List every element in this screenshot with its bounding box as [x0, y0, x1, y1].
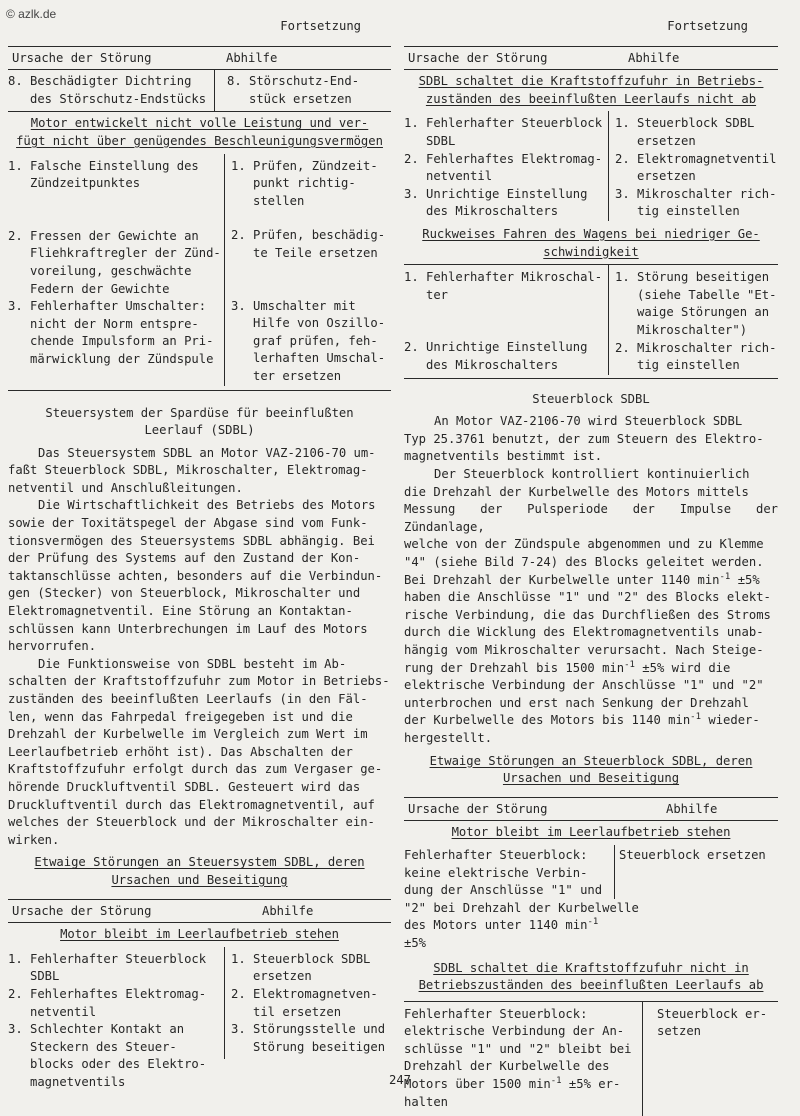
remedy-header: Abhilfe [226, 50, 278, 65]
list-item: 1. Fehlerhafter Mikroschal- ter [404, 270, 603, 302]
cause-line: 8. Beschädigter Dichtring [8, 74, 192, 89]
paragraph: Das Steuersystem SDBL an Motor VAZ-2106-70 um- faßt Steuerblock SDBL, Mikroschalter, Elektromag- netventil und Anschlußleitungen. [8, 445, 376, 495]
table-header [8, 47, 391, 70]
section-heading: Steuerblock SDBL [532, 391, 650, 406]
list-item: 1. Störung beseitigen (siehe Tabelle "Et- waige Störungen an Mikroschalter") [615, 270, 777, 337]
table-header [404, 798, 778, 821]
list-item: 2. Fressen der Gewichte an Fliehkraftregler der Zünd- voreilung, geschwächte Federn der Gewichte [8, 228, 221, 296]
section-title: Ruckweises Fahren des Wagens bei niedriger Ge- schwindigkeit [422, 226, 760, 259]
cause-header: Ursache der Störung [12, 903, 152, 918]
list-item: 1. Steuerblock SDBL ersetzen [231, 951, 371, 984]
section-title: SDBL schaltet die Kraftstoffzufuhr nicht in Betriebszuständen des beeinflußten Leerlaufs ab [418, 960, 764, 993]
remedy-line: 8. Störschutz-End- [227, 74, 360, 89]
list-item: 3. Fehlerhafter Umschalter: nicht der Norm entspre- chende Impulsform an Pri- märwicklung der Zündspule [8, 299, 214, 366]
list-item: 2. Fehlerhaftes Elektromag- netventil [404, 151, 603, 184]
fault-table-ignition [8, 46, 391, 391]
list-item: 2. Unrichtige Einstellung des Mikroschalters [404, 340, 588, 372]
list-item: 3. Störungsstelle und Störung beseitigen [231, 1022, 386, 1054]
paragraph: Die Wirtschaftlichkeit des Betriebs des Motors sowie der Toxitätspegel der Abgase sind vom Funk- tionsvermögen des Steuersystems SDBL abhängig. Bei der Prüfung des Systems auf den Zustand der Kon- taktanschlüsse achten, besonders auf die Verbindun- gen (Stecker) von Steuerblock, Mikroschalter und Elektromagnetventil. Eine Störung an Kontaktan- schlüssen kann Unterbrechungen im Lauf des Motors hervorrufen. [8, 498, 383, 654]
list-item: 3. Schlechter Kontakt an Steckern des Steuer- blocks oder des Elektro- magnetventils [8, 1022, 207, 1089]
section-title: Motor entwickelt nicht volle Leistung und ver- fügt nicht über genügendes Beschleunigungsvermögen [16, 116, 383, 148]
fault-table-control-unit [404, 797, 778, 1116]
table-body [404, 111, 778, 221]
list-item: 3. Unrichtige Einstellung des Mikroschalters [404, 186, 588, 219]
paragraph: Die Funktionsweise von SDBL besteht im Ab- schalten der Kraftstoffzufuhr zum Motor in Betriebs- zuständen des beeinflußten Leerlaufs (in den Fäl- len, wenn das Fahrpedal freigegeben ist und die Drehzahl der Kurbelwelle im Vergleich zum Wert im Leerlaufbetrieb erhöht ist). Das Abschalten der Kraftstoffzufuhr erfolgt durch das zum Vergaser ge- hörende Druckluftventil SDBL. Gesteuert wird das Druckluftventil durch das Elektromagnetventil, auf welches der Steuerblock und der Mikroschalter ein- wirken. [8, 656, 390, 847]
list-item: 3. Mikroschalter rich- tig einstellen [615, 186, 777, 219]
list-item: 1. Prüfen, Zündzeit- punkt richtig- stellen [231, 158, 378, 208]
list-item: 2. Prüfen, beschädig- te Teile ersetzen [231, 228, 386, 260]
list-item: 1. Fehlerhafter Steuerblock SDBL [404, 116, 603, 148]
paragraph: Der Steuerblock kontrolliert kontinuierlich die Drehzahl der Kurbelwelle des Motors mittels Messung der Pulsperiode der Impulse der Zündanlage, welche von der Zündspule abgenommen und zu Klemme "4" (siehe Bild 7-24) des Blocks geleitet werden. Bei Drehzahl der Kurbelwelle unter 1140 $\min^{-1} \pm 5\%$ haben die Anschlüsse "1" und "2" des Blocks elekt- rische Verbindung, die das Durchfließen des Stroms durch die Wicklung des Elektromagnetventils unab- hängig vom Mikroschalter verursacht. Nach Steige- rung der Drehzahl bis 1500 $\min^{-1} \pm 5\%$ wird die elektrische Verbindung der Anschlüsse "1" und "2" unterbrochen und erst nach Senkung der Drehzahl der Kurbelwelle des Motors bis 1140 $\min^{-1}$ wieder- hergestellt. [404, 467, 778, 745]
table-row: Fehlerhafter Steuerblock: keine elektrische Verbin- dung der Anschlüsse "1" und "2" bei Drehzahl der Kurbelwelle des Motors unter 1140 $\min^{-1} \pm 5\%$ Steuerblock ersetzen [404, 845, 778, 953]
table-title: Etwaige Störungen an Steuersystem SDBL, deren Ursachen und Beseitigung [34, 855, 365, 887]
right-column [404, 18, 778, 1116]
table-header [404, 47, 778, 70]
list-item: 3. Umschalter mit Hilfe von Oszillo- graf prüfen, feh- lerhaften Umschal- ter ersetzen [231, 298, 386, 383]
table-row: Fehlerhafter Steuerblock: elektrische Verbindung der An- schlüsse "1" und "2" bleibt bei Drehzahl der Kurbelwelle des Motors über 1500 $\min^{-1} \pm 5\%$ er- halten Steuerblock er- setzen [404, 1002, 778, 1116]
table-title: Etwaige Störungen an Steuerblock SDBL, deren Ursachen und Beseitigung [429, 753, 753, 786]
cause-header: Ursache der Störung [12, 50, 152, 65]
table-body [8, 154, 391, 386]
remedy-header: Abhilfe [262, 903, 314, 918]
table-header [8, 900, 391, 923]
list-item: 1. Steuerblock SDBL ersetzen [615, 116, 755, 148]
section-title: SDBL schaltet die Kraftstoffzufuhr in Betriebs- zuständen des beeinflußten Leerlaufs nicht ab [418, 74, 764, 106]
list-item: 2. Elektromagnetventil ersetzen [615, 151, 777, 184]
table-body [8, 947, 391, 1092]
watermark-logo: © azlk.de [6, 7, 57, 21]
list-item: 2. Mikroschalter rich- tig einstellen [615, 340, 777, 373]
cause-header: Ursache der Störung [408, 801, 548, 816]
list-item: 2. Fehlerhaftes Elektromag- netventil [8, 986, 207, 1019]
table-row [8, 70, 391, 111]
list-item: 1. Fehlerhafter Steuerblock SDBL [8, 951, 207, 984]
continuation-label: Fortsetzung [667, 19, 748, 33]
continuation-label: Fortsetzung [280, 19, 361, 33]
fault-table-sdbl-system [8, 899, 391, 1092]
cause-line: des Störschutz-Endstücks [30, 91, 207, 106]
table-body [404, 265, 778, 375]
list-item: 2. Elektromagnetven- til ersetzen [231, 986, 378, 1019]
section-heading: Steuersystem der Spardüse für beeinflußten Leerlauf (SDBL) [45, 405, 354, 438]
list-item: 1. Falsche Einstellung des Zündzeitpunktes [8, 158, 199, 191]
cause-header: Ursache der Störung [408, 50, 548, 65]
section-title: Motor bleibt im Leerlaufbetrieb stehen [60, 927, 339, 942]
remedy-line: stück ersetzen [249, 91, 352, 106]
left-column [8, 18, 391, 1091]
fault-table-sdbl-continued [404, 46, 778, 379]
remedy-header: Abhilfe [628, 50, 680, 65]
paragraph: An Motor VAZ-2106-70 wird Steuerblock SDBL Typ 25.3761 benutzt, der zum Steuern des Elektro- magnetventils bestimmt ist. [404, 414, 764, 464]
page-number: 247 [388, 1073, 411, 1087]
remedy-header: Abhilfe [666, 801, 718, 816]
section-title: Motor bleibt im Leerlaufbetrieb stehen [451, 825, 731, 840]
remedy-text: Steuerblock ersetzen [619, 847, 766, 862]
